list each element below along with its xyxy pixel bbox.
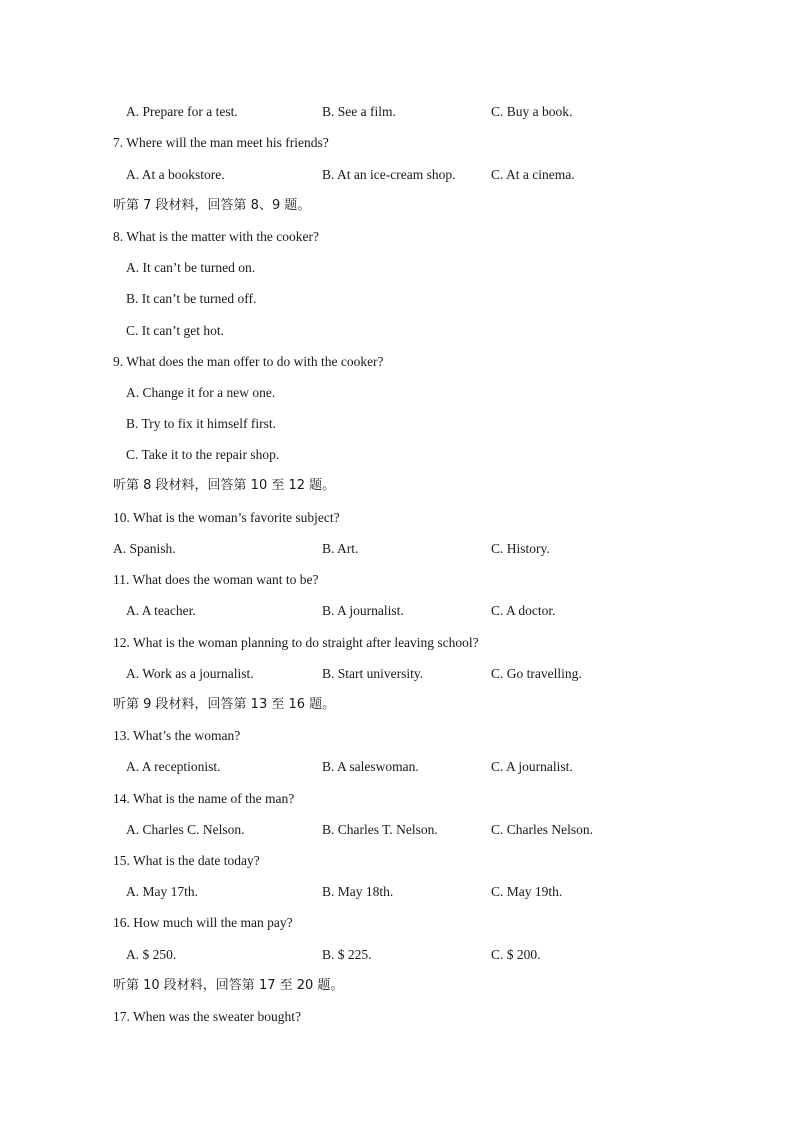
section-text: 听第 9 段材料，回答第 13 至 16 题。	[113, 697, 336, 712]
question-text: 15. What is the date today?	[113, 853, 260, 868]
option-c: C. A journalist.	[491, 759, 573, 774]
question-15	[0, 851, 794, 871]
option-c: C. May 19th.	[491, 884, 563, 899]
option-a: A. Spanish.	[113, 541, 176, 556]
question-text: 7. Where will the man meet his friends?	[113, 135, 329, 150]
question-text: 11. What does the woman want to be?	[113, 572, 319, 587]
option-a: A. $ 250.	[126, 947, 177, 962]
question-11	[0, 570, 794, 590]
option-8c	[0, 321, 794, 341]
option-9b	[0, 414, 794, 434]
section-text: 听第 8 段材料，回答第 10 至 12 题。	[113, 478, 336, 493]
options-row-12	[0, 664, 794, 684]
option-c: C. Go travelling.	[491, 666, 582, 681]
question-text: 12. What is the woman planning to do straight after leaving school?	[113, 635, 479, 650]
question-text: 14. What is the name of the man?	[113, 791, 295, 806]
question-9	[0, 352, 794, 372]
option-a: A. Work as a journalist.	[126, 666, 254, 681]
option-b: B. A saleswoman.	[322, 759, 419, 774]
option-b: B. Charles T. Nelson.	[322, 822, 438, 837]
section-instruction-9	[0, 695, 794, 715]
option-c: C. It can’t get hot.	[126, 323, 224, 338]
option-b: B. Art.	[322, 541, 359, 556]
option-a: A. Charles C. Nelson.	[126, 822, 245, 837]
option-b: B. $ 225.	[322, 947, 372, 962]
question-14	[0, 789, 794, 809]
question-text: 8. What is the matter with the cooker?	[113, 229, 319, 244]
option-9c	[0, 445, 794, 465]
option-9a	[0, 383, 794, 403]
section-text: 听第 7 段材料，回答第 8、9 题。	[113, 198, 311, 213]
question-text: 16. How much will the man pay?	[113, 915, 293, 930]
question-text: 13. What’s the woman?	[113, 728, 241, 743]
option-a: A. At a bookstore.	[126, 167, 225, 182]
section-instruction-10	[0, 976, 794, 996]
option-c: C. A doctor.	[491, 603, 556, 618]
option-b: B. May 18th.	[322, 884, 394, 899]
option-c: C. $ 200.	[491, 947, 541, 962]
options-row-15	[0, 882, 794, 902]
question-text: 10. What is the woman’s favorite subject?	[113, 510, 340, 525]
option-b: B. Try to fix it himself first.	[126, 416, 277, 431]
option-b: B. A journalist.	[322, 603, 404, 618]
options-row-6	[0, 102, 794, 122]
question-13	[0, 726, 794, 746]
option-b: B. See a film.	[322, 104, 396, 119]
question-8	[0, 227, 794, 247]
option-c: C. Take it to the repair shop.	[126, 447, 280, 462]
option-c: C. At a cinema.	[491, 167, 575, 182]
question-7	[0, 133, 794, 153]
option-a: A. A receptionist.	[126, 759, 221, 774]
question-text: 9. What does the man offer to do with the cooker?	[113, 354, 384, 369]
section-text: 听第 10 段材料，回答第 17 至 20 题。	[113, 978, 344, 993]
options-row-7	[0, 165, 794, 185]
option-a: A. Prepare for a test.	[126, 104, 238, 119]
option-c: C. Charles Nelson.	[491, 822, 593, 837]
option-8a	[0, 258, 794, 278]
options-row-13	[0, 757, 794, 777]
section-instruction-7	[0, 196, 794, 216]
option-8b	[0, 289, 794, 309]
option-c: C. Buy a book.	[491, 104, 573, 119]
options-row-16	[0, 945, 794, 965]
option-c: C. History.	[491, 541, 550, 556]
question-16	[0, 913, 794, 933]
options-row-10	[0, 539, 794, 559]
option-a: A. A teacher.	[126, 603, 196, 618]
option-a: A. It can’t be turned on.	[126, 260, 256, 275]
question-12	[0, 633, 794, 653]
option-a: A. May 17th.	[126, 884, 198, 899]
options-row-11	[0, 601, 794, 621]
question-17	[0, 1007, 794, 1027]
option-b: B. At an ice-cream shop.	[322, 167, 456, 182]
question-text: 17. When was the sweater bought?	[113, 1009, 301, 1024]
option-b: B. It can’t be turned off.	[126, 291, 257, 306]
options-row-14	[0, 820, 794, 840]
section-instruction-8	[0, 476, 794, 496]
question-10	[0, 508, 794, 528]
option-b: B. Start university.	[322, 666, 424, 681]
option-a: A. Change it for a new one.	[126, 385, 276, 400]
